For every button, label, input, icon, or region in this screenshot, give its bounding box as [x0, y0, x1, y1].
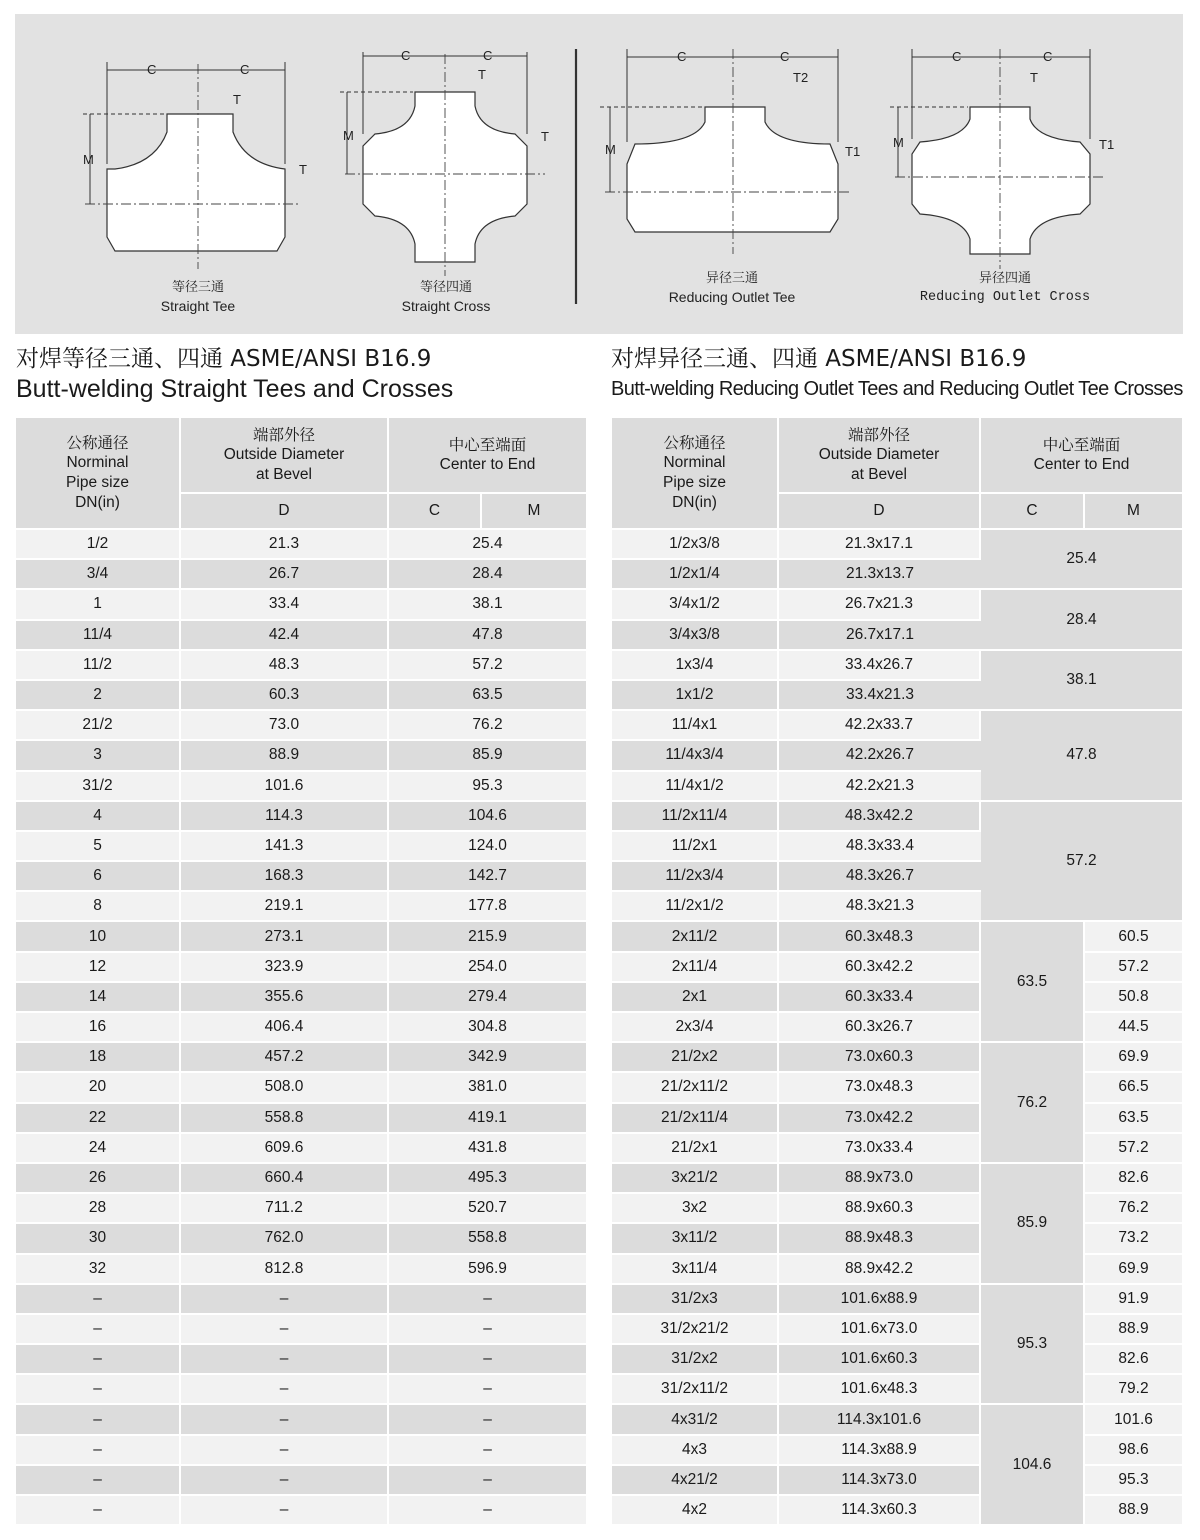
nps-cell: 32 [16, 1255, 181, 1285]
nps-cell: 28 [16, 1194, 181, 1224]
reducing-tees-body [612, 530, 1182, 1526]
table-row [16, 953, 586, 983]
c-cell: 38.1 [981, 651, 1182, 711]
nps-header: 公称通径 Norminal Pipe size DN(in) [612, 418, 779, 530]
ce-header: 中心至端面 Center to End [981, 418, 1182, 494]
m-cell: 63.5 [1085, 1104, 1182, 1134]
od-cell: 558.8 [181, 1104, 389, 1134]
nps-cell: 31/2x2 [612, 1345, 779, 1375]
od-cell: 88.9x48.3 [779, 1224, 981, 1254]
table-row [612, 1466, 1182, 1496]
nps-cell: 2x3/4 [612, 1013, 779, 1043]
m-cell: 82.6 [1085, 1164, 1182, 1194]
nps-cell: 3/4x1/2 [612, 590, 779, 620]
nps-cell: – [16, 1436, 181, 1466]
table-row [16, 922, 586, 952]
od-cell: 114.3x88.9 [779, 1436, 981, 1466]
m-cell: 66.5 [1085, 1073, 1182, 1103]
table-row [16, 1405, 586, 1435]
od-cell: 60.3x42.2 [779, 953, 981, 983]
od-cell: 48.3x33.4 [779, 832, 981, 862]
od-cell: 323.9 [181, 953, 389, 983]
nps-cell: 21/2x11/4 [612, 1104, 779, 1134]
od-cell: 273.1 [181, 922, 389, 952]
c-cell: 57.2 [981, 802, 1182, 923]
dim-t-label: T [299, 162, 307, 177]
nps-cell: 22 [16, 1104, 181, 1134]
od-cell: 101.6 [181, 772, 389, 802]
od-cell: 26.7x17.1 [779, 621, 981, 651]
table-row [16, 711, 586, 741]
nps-cell: 31/2x21/2 [612, 1315, 779, 1345]
od-cell: 33.4x26.7 [779, 651, 981, 681]
od-cell: 355.6 [181, 983, 389, 1013]
table-row [612, 1255, 1182, 1285]
table-row [16, 1224, 586, 1254]
c-cell: 76.2 [981, 1043, 1085, 1164]
table-row [16, 1466, 586, 1496]
od-cell: 114.3 [181, 802, 389, 832]
od-cell: 609.6 [181, 1134, 389, 1164]
nps-cell: 11/4x1 [612, 711, 779, 741]
nps-cell: 2x11/2 [612, 922, 779, 952]
table-row [16, 1073, 586, 1103]
nps-cell: – [16, 1496, 181, 1526]
dim-m-label: M [343, 128, 354, 143]
nps-cell: 21/2 [16, 711, 181, 741]
dim-t-label: T [541, 129, 549, 144]
nps-cell: 3x2 [612, 1194, 779, 1224]
nps-cell: 1 [16, 590, 181, 620]
od-cell: 60.3x26.7 [779, 1013, 981, 1043]
table-row [612, 1104, 1182, 1134]
nps-cell: 12 [16, 953, 181, 983]
m-cell: 73.2 [1085, 1224, 1182, 1254]
c-header: C [981, 494, 1085, 530]
od-cell: 21.3x13.7 [779, 560, 981, 590]
table-row [612, 1285, 1182, 1315]
m-cell: 91.9 [1085, 1285, 1182, 1315]
od-cell: 73.0x33.4 [779, 1134, 981, 1164]
od-cell: 762.0 [181, 1224, 389, 1254]
od-cell: 21.3 [181, 530, 389, 560]
nps-cell: 11/4 [16, 621, 181, 651]
od-cell: 812.8 [181, 1255, 389, 1285]
table-row [612, 651, 1182, 681]
m-cell: 88.9 [1085, 1315, 1182, 1345]
nps-cell: 4x3 [612, 1436, 779, 1466]
center-to-end-cell: 38.1 [389, 590, 586, 620]
nps-cell: 3x11/2 [612, 1224, 779, 1254]
nps-cell: 1/2 [16, 530, 181, 560]
center-to-end-cell: 63.5 [389, 681, 586, 711]
dim-m-label: M [83, 152, 94, 167]
od-cell: 114.3x73.0 [779, 1466, 981, 1496]
table-row [612, 1043, 1182, 1073]
table-row [612, 802, 1182, 832]
table-row [16, 832, 586, 862]
od-cell: – [181, 1466, 389, 1496]
nps-cell: 1/2x1/4 [612, 560, 779, 590]
nps-cell: 21/2x2 [612, 1043, 779, 1073]
dim-t1-label: T1 [1099, 137, 1115, 152]
nps-cell: – [16, 1345, 181, 1375]
table-row [612, 1315, 1182, 1345]
m-cell: 57.2 [1085, 953, 1182, 983]
d-header: D [181, 494, 389, 530]
center-to-end-cell: 85.9 [389, 741, 586, 771]
od-cell: 26.7x21.3 [779, 590, 981, 620]
table-row [612, 1345, 1182, 1375]
nps-cell: 3x11/4 [612, 1255, 779, 1285]
od-header: 端部外径 Outside Diameter at Bevel [181, 418, 389, 494]
m-cell: 76.2 [1085, 1194, 1182, 1224]
table-row [612, 953, 1182, 983]
table-row [16, 1255, 586, 1285]
table-row [16, 1496, 586, 1526]
reducing-cross-drawing [912, 107, 1090, 254]
nps-cell: 21/2x11/2 [612, 1073, 779, 1103]
c-cell: 85.9 [981, 1164, 1085, 1285]
od-cell: 711.2 [181, 1194, 389, 1224]
nps-cell: – [16, 1405, 181, 1435]
table-row [612, 1073, 1182, 1103]
dim-c-label: C [401, 48, 411, 63]
nps-cell: 26 [16, 1164, 181, 1194]
nps-cell: 5 [16, 832, 181, 862]
od-cell: 60.3 [181, 681, 389, 711]
nps-cell: – [16, 1285, 181, 1315]
od-cell: – [181, 1436, 389, 1466]
table-row [612, 711, 1182, 741]
od-cell: 101.6x73.0 [779, 1315, 981, 1345]
center-to-end-cell: 558.8 [389, 1224, 586, 1254]
nps-cell: – [16, 1375, 181, 1405]
table-row [16, 1164, 586, 1194]
nps-cell: 1x1/2 [612, 681, 779, 711]
od-cell: 168.3 [181, 862, 389, 892]
nps-header: 公称通径 Norminal Pipe size DN(in) [16, 418, 181, 530]
dim-c-label: C [677, 49, 687, 64]
center-to-end-cell: 177.8 [389, 892, 586, 922]
table-row [16, 802, 586, 832]
nps-cell: 4 [16, 802, 181, 832]
nps-cell: 16 [16, 1013, 181, 1043]
dim-t2-label: T2 [793, 70, 809, 85]
dim-c-label: C [780, 49, 790, 64]
od-cell: 26.7 [181, 560, 389, 590]
dim-m-label: M [893, 135, 904, 150]
od-cell: 60.3x33.4 [779, 983, 981, 1013]
straight-tees-table [16, 418, 586, 1526]
od-cell: 88.9x73.0 [779, 1164, 981, 1194]
left-title: 对焊等径三通、四通 ASME/ANSI B16.9 Butt-welding Straight Tees and Crosses [16, 346, 454, 403]
nps-cell: 11/2x1/2 [612, 892, 779, 922]
center-to-end-cell: – [389, 1436, 586, 1466]
nps-cell: 2x1 [612, 983, 779, 1013]
nps-cell: 11/4x1/2 [612, 772, 779, 802]
table-row [612, 1405, 1182, 1435]
nps-cell: 30 [16, 1224, 181, 1254]
m-cell: 101.6 [1085, 1405, 1182, 1435]
reducing-tees-table [612, 418, 1182, 1526]
nps-cell: 21/2x1 [612, 1134, 779, 1164]
table-row [16, 621, 586, 651]
m-cell: 79.2 [1085, 1375, 1182, 1405]
table-row [16, 983, 586, 1013]
od-cell: 73.0 [181, 711, 389, 741]
center-to-end-cell: 47.8 [389, 621, 586, 651]
center-to-end-cell: – [389, 1315, 586, 1345]
d-header: D [779, 494, 981, 530]
od-cell: 101.6x60.3 [779, 1345, 981, 1375]
od-cell: 88.9x42.2 [779, 1255, 981, 1285]
nps-cell: 2 [16, 681, 181, 711]
od-cell: – [181, 1345, 389, 1375]
m-cell: 50.8 [1085, 983, 1182, 1013]
dim-t-label: T [1030, 70, 1038, 85]
center-to-end-cell: 381.0 [389, 1073, 586, 1103]
od-cell: 33.4x21.3 [779, 681, 981, 711]
nps-cell: 8 [16, 892, 181, 922]
center-to-end-cell: 495.3 [389, 1164, 586, 1194]
center-to-end-cell: 419.1 [389, 1104, 586, 1134]
center-to-end-cell: 124.0 [389, 832, 586, 862]
table-row [16, 530, 586, 560]
m-cell: 44.5 [1085, 1013, 1182, 1043]
table-row [612, 1194, 1182, 1224]
nps-cell: 1x3/4 [612, 651, 779, 681]
center-to-end-cell: 431.8 [389, 1134, 586, 1164]
od-cell: 101.6x88.9 [779, 1285, 981, 1315]
center-to-end-cell: 57.2 [389, 651, 586, 681]
dim-m-label: M [605, 142, 616, 157]
od-cell: 101.6x48.3 [779, 1375, 981, 1405]
c-header: C [389, 494, 482, 530]
table-row [16, 1345, 586, 1375]
od-cell: – [181, 1315, 389, 1345]
nps-cell: 2x11/4 [612, 953, 779, 983]
od-cell: 73.0x60.3 [779, 1043, 981, 1073]
center-to-end-cell: 142.7 [389, 862, 586, 892]
od-header: 端部外径 Outside Diameter at Bevel [779, 418, 981, 494]
nps-cell: 1/2x3/8 [612, 530, 779, 560]
table-row [612, 1224, 1182, 1254]
od-cell: 60.3x48.3 [779, 922, 981, 952]
od-cell: 42.4 [181, 621, 389, 651]
table-row [612, 1013, 1182, 1043]
od-cell: 73.0x42.2 [779, 1104, 981, 1134]
center-to-end-cell: – [389, 1345, 586, 1375]
c-cell: 95.3 [981, 1285, 1085, 1406]
nps-cell: 11/4x3/4 [612, 741, 779, 771]
nps-cell: 31/2x11/2 [612, 1375, 779, 1405]
table-row [612, 1375, 1182, 1405]
dim-t-label: T [233, 92, 241, 107]
table-row [16, 892, 586, 922]
caption-straight-tee: 等径三通 Straight Tee [160, 280, 236, 314]
m-header: M [1085, 494, 1182, 530]
m-cell: 60.5 [1085, 922, 1182, 952]
od-cell: – [181, 1496, 389, 1526]
table-row [612, 922, 1182, 952]
c-cell: 47.8 [981, 711, 1182, 802]
nps-cell: 11/2x3/4 [612, 862, 779, 892]
table-row [16, 741, 586, 771]
nps-cell: 11/2 [16, 651, 181, 681]
table-row [16, 1104, 586, 1134]
reducing-tee-drawing [627, 107, 838, 232]
nps-cell: 4x31/2 [612, 1405, 779, 1435]
od-cell: – [181, 1375, 389, 1405]
table-row [16, 1013, 586, 1043]
dim-c-label: C [483, 48, 493, 63]
od-cell: 406.4 [181, 1013, 389, 1043]
od-cell: 48.3 [181, 651, 389, 681]
straight-tee-drawing [107, 114, 285, 251]
dim-c-label: C [952, 49, 962, 64]
center-to-end-cell: 520.7 [389, 1194, 586, 1224]
od-cell: 48.3x42.2 [779, 802, 981, 832]
table-row [612, 1496, 1182, 1526]
table-row [16, 1436, 586, 1466]
od-cell: 660.4 [181, 1164, 389, 1194]
table-row [16, 1043, 586, 1073]
dim-t-label: T [478, 67, 486, 82]
nps-cell: 10 [16, 922, 181, 952]
nps-cell: 4x2 [612, 1496, 779, 1526]
table-row [612, 590, 1182, 620]
table-row [16, 651, 586, 681]
od-cell: 73.0x48.3 [779, 1073, 981, 1103]
c-cell: 25.4 [981, 530, 1182, 590]
center-to-end-cell: 104.6 [389, 802, 586, 832]
c-cell: 28.4 [981, 590, 1182, 650]
nps-cell: 24 [16, 1134, 181, 1164]
od-cell: 88.9 [181, 741, 389, 771]
table-row [612, 1164, 1182, 1194]
center-to-end-cell: 342.9 [389, 1043, 586, 1073]
diagram-panel [15, 14, 1183, 334]
m-cell: 95.3 [1085, 1466, 1182, 1496]
caption-reducing-cross: 异径四通 Reducing Outlet Cross [919, 271, 1091, 305]
c-cell: 63.5 [981, 922, 1085, 1043]
nps-cell: 3/4x3/8 [612, 621, 779, 651]
table-row [612, 530, 1182, 560]
od-cell: 42.2x21.3 [779, 772, 981, 802]
od-cell: 88.9x60.3 [779, 1194, 981, 1224]
center-to-end-cell: – [389, 1285, 586, 1315]
m-cell: 88.9 [1085, 1496, 1182, 1526]
table-row [612, 1436, 1182, 1466]
nps-cell: 3x21/2 [612, 1164, 779, 1194]
od-cell: 42.2x33.7 [779, 711, 981, 741]
nps-cell: 3/4 [16, 560, 181, 590]
od-cell: 21.3x17.1 [779, 530, 981, 560]
center-to-end-cell: 279.4 [389, 983, 586, 1013]
table-row [16, 590, 586, 620]
od-cell: 42.2x26.7 [779, 741, 981, 771]
nps-cell: 31/2x3 [612, 1285, 779, 1315]
right-title: 对焊异径三通、四通 ASME/ANSI B16.9 Butt-welding Reducing Outlet Tees and Reducing Outlet Tee Crosses [611, 346, 1183, 400]
nps-cell: 6 [16, 862, 181, 892]
center-to-end-cell: – [389, 1375, 586, 1405]
straight-tees-body [16, 530, 586, 1526]
od-cell: 114.3x101.6 [779, 1405, 981, 1435]
center-to-end-cell: 304.8 [389, 1013, 586, 1043]
dim-c-label: C [147, 62, 157, 77]
m-cell: 69.9 [1085, 1043, 1182, 1073]
nps-cell: 14 [16, 983, 181, 1013]
nps-cell: – [16, 1315, 181, 1345]
center-to-end-cell: – [389, 1496, 586, 1526]
dim-c-label: C [1043, 49, 1053, 64]
nps-cell: – [16, 1466, 181, 1496]
table-row [16, 1315, 586, 1345]
od-cell: 141.3 [181, 832, 389, 862]
table-row [16, 681, 586, 711]
dim-c-label: C [240, 62, 250, 77]
center-to-end-cell: – [389, 1405, 586, 1435]
m-cell: 98.6 [1085, 1436, 1182, 1466]
od-cell: 48.3x26.7 [779, 862, 981, 892]
table-row [16, 1194, 586, 1224]
nps-cell: 11/2x1 [612, 832, 779, 862]
nps-cell: 11/2x11/4 [612, 802, 779, 832]
center-to-end-cell: 76.2 [389, 711, 586, 741]
ce-header: 中心至端面 Center to End [389, 418, 586, 494]
nps-cell: 4x21/2 [612, 1466, 779, 1496]
table-row [612, 1134, 1182, 1164]
od-cell: – [181, 1405, 389, 1435]
center-to-end-cell: 25.4 [389, 530, 586, 560]
center-to-end-cell: 28.4 [389, 560, 586, 590]
nps-cell: 18 [16, 1043, 181, 1073]
center-to-end-cell: 215.9 [389, 922, 586, 952]
center-to-end-cell: 95.3 [389, 772, 586, 802]
table-row [16, 1134, 586, 1164]
table-row [612, 983, 1182, 1013]
od-cell: 457.2 [181, 1043, 389, 1073]
m-cell: 57.2 [1085, 1134, 1182, 1164]
dim-t1-label: T1 [845, 144, 861, 159]
m-cell: 82.6 [1085, 1345, 1182, 1375]
od-cell: 508.0 [181, 1073, 389, 1103]
od-cell: – [181, 1285, 389, 1315]
od-cell: 33.4 [181, 590, 389, 620]
caption-reducing-tee: 异径三通 Reducing Outlet Tee [668, 271, 796, 305]
nps-cell: 3 [16, 741, 181, 771]
table-row [16, 862, 586, 892]
center-to-end-cell: 254.0 [389, 953, 586, 983]
table-row [16, 772, 586, 802]
nps-cell: 20 [16, 1073, 181, 1103]
od-cell: 114.3x60.3 [779, 1496, 981, 1526]
c-cell: 104.6 [981, 1405, 1085, 1526]
table-row [16, 1375, 586, 1405]
od-cell: 48.3x21.3 [779, 892, 981, 922]
center-to-end-cell: 596.9 [389, 1255, 586, 1285]
m-header: M [482, 494, 586, 530]
nps-cell: 31/2 [16, 772, 181, 802]
table-row [16, 1285, 586, 1315]
m-cell: 69.9 [1085, 1255, 1182, 1285]
caption-straight-cross: 等径四通 Straight Cross [401, 280, 491, 314]
table-row [16, 560, 586, 590]
center-to-end-cell: – [389, 1466, 586, 1496]
od-cell: 219.1 [181, 892, 389, 922]
